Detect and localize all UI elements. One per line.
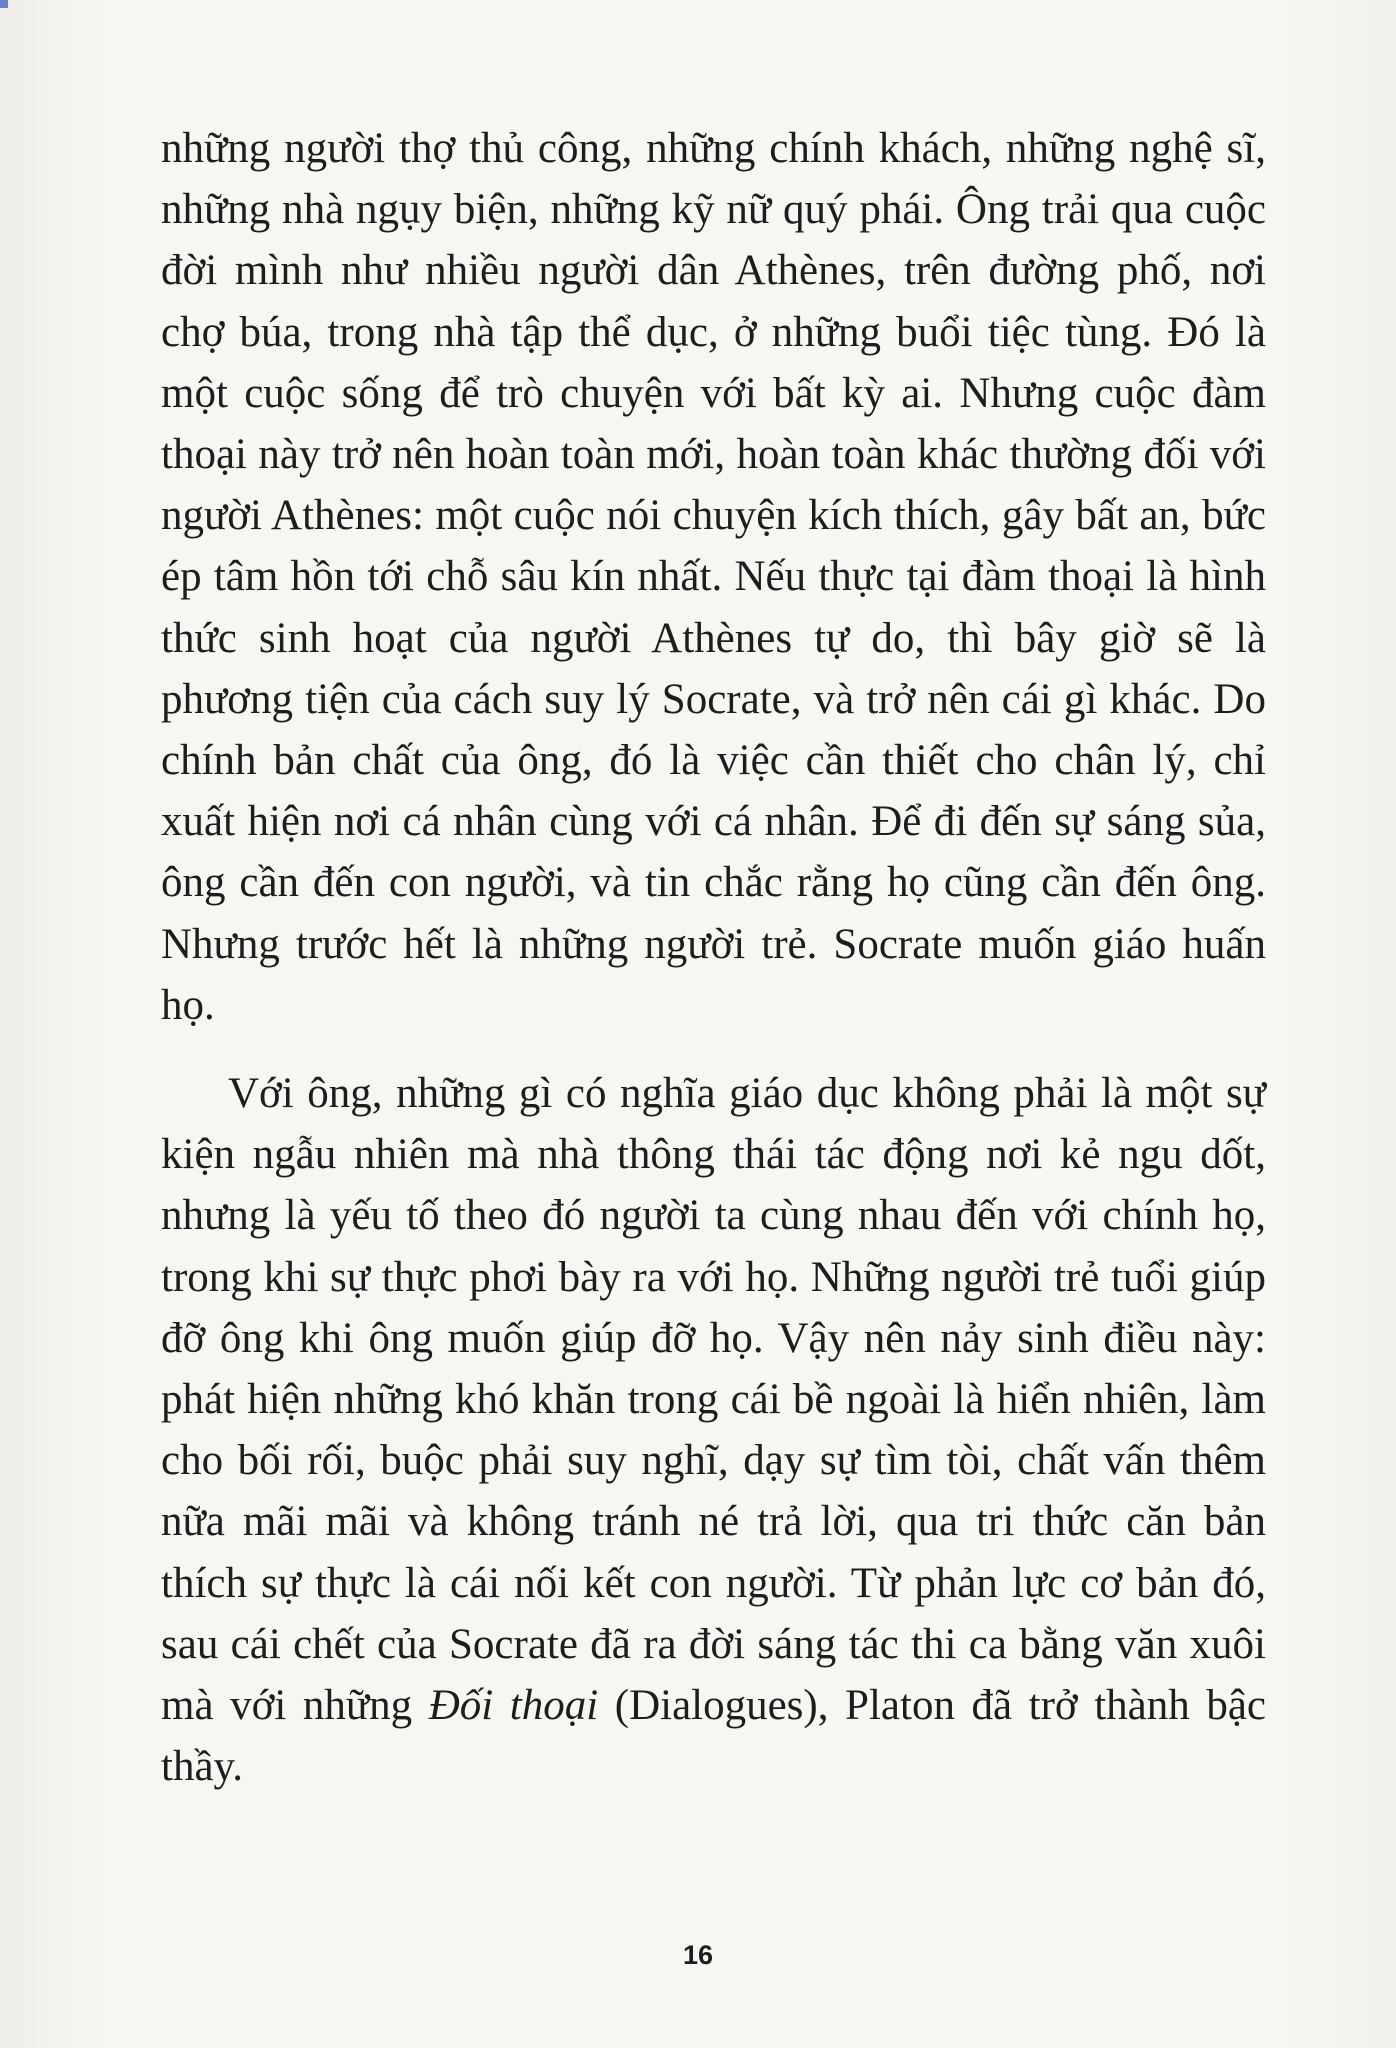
body-text: [161, 118, 1266, 1797]
paragraph-2: [161, 1063, 1266, 1797]
italic-title: Đối thoại: [428, 1682, 599, 1730]
corner-mark: [0, 0, 8, 8]
paragraph-1: [161, 118, 1266, 1036]
paragraph-1-text: những người thợ thủ công, những chính khách, những nghệ sĩ, những nhà ngụy biện, những kỹ nữ quý phái. Ông trải qua cuộc đời mình như nhiều người dân Athènes, trên đường phố, nơi chợ búa, trong nhà tập thể dục, ở những buổi tiệc tùng. Đó là một cuộc sống để trò chuyện với bất kỳ ai. Nhưng cuộc đàm thoại này trở nên hoàn toàn mới, hoàn toàn khác thường đối với người Athènes: một cuộc nói chuyện kích thích, gây bất an, bức ép tâm hồn tới chỗ sâu kín nhất. Nếu thực tại đàm thoại là hình thức sinh hoạt của người Athènes tự do, thì bây giờ sẽ là phương tiện của cách suy lý Socrate, và trở nên cái gì khác. Do chính bản chất của ông, đó là việc cần thiết cho chân lý, chỉ xuất hiện nơi cá nhân cùng với cá nhân. Để đi đến sự sáng sủa, ông cần đến con người, và tin chắc rằng họ cũng cần đến ông. Nhưng trước hết là những người trẻ. Socrate muốn giáo huấn họ.: [161, 125, 1266, 1029]
paragraph-2-text: Với ông, những gì có nghĩa giáo dục không phải là một sự kiện ngẫu nhiên mà nhà thông thái tác động nơi kẻ ngu dốt, nhưng là yếu tố theo đó người ta cùng nhau đến với chính họ, trong khi sự thực phơi bày ra với họ. Những người trẻ tuổi giúp đỡ ông khi ông muốn giúp đỡ họ. Vậy nên nảy sinh điều này: phát hiện những khó khăn trong cái bề ngoài là hiển nhiên, làm cho bối rối, buộc phải suy nghĩ, dạy sự tìm tòi, chất vấn thêm nữa mãi mãi và không tránh né trả lời, qua tri thức căn bản thích sự thực là cái nối kết con người. Từ phản lực cơ bản đó, sau cái chết của Socrate đã ra đời sáng tác thi ca bằng văn xuôi mà với những: [161, 1070, 1266, 1730]
page-number: 16: [682, 1940, 714, 1970]
paragraph-2-text-end: (Dialogues), Platon đã trở thành bậc thầy.: [161, 1682, 1266, 1791]
